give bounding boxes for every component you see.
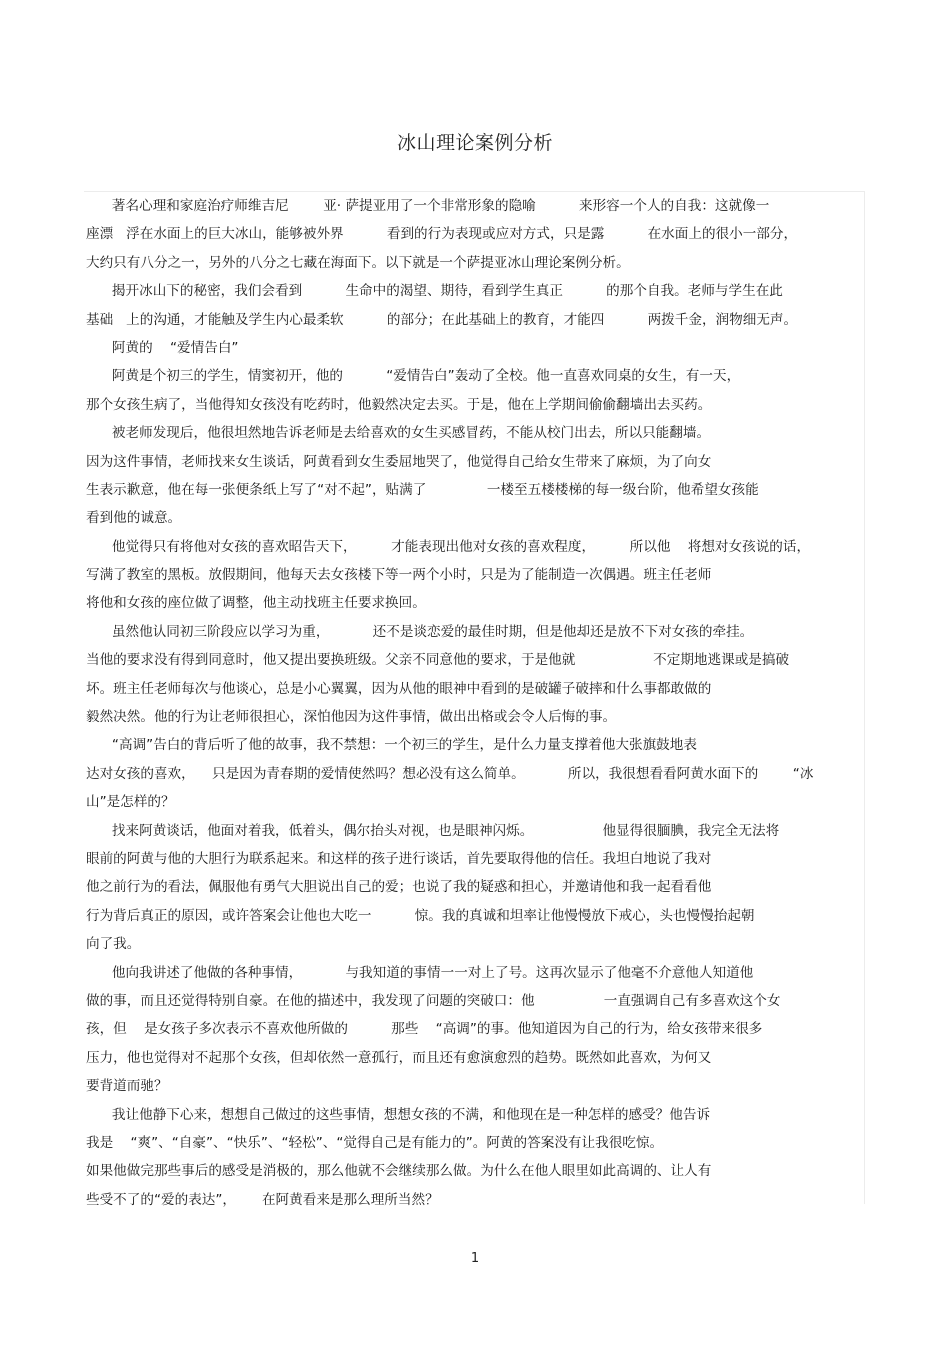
body-text-line: 我是 “爽”、“自豪”、“快乐”、“轻松”、“觉得自己是有能力的”。阿黄的答案没有让我很吃惊。 <box>86 1134 664 1151</box>
body-text-line: 基础 上的沟通，才能触及学生内心最柔软 的部分；在此基础上的教育，才能四 两拨千金，润物细无声。 <box>86 311 798 328</box>
body-text-line: 写满了教室的黑板。放假期间，他每天去女孩楼下等一两个小时，只是为了能制造一次偶遇。班主任老师 <box>86 567 712 584</box>
body-text-line: 他向我讲述了他做的各种事情， 与我知道的事情一一对上了号。这再次显示了他毫不介意他人知道他 <box>86 964 754 981</box>
body-text-line: 眼前的阿黄与他的大胆行为联系起来。和这样的孩子进行谈话，首先要取得他的信任。我坦白地说了我对 <box>86 850 712 867</box>
body-text-line: 达对女孩的喜欢， 只是因为青春期的爱情使然吗？想必没有这么简单。 所以，我很想看看阿黄水面下的 “冰 <box>86 765 814 782</box>
body-text-line: 他觉得只有将他对女孩的喜欢昭告天下， 才能表现出他对女孩的喜欢程度， 所以他 将想对女孩说的话， <box>86 538 811 555</box>
body-text-line: 些受不了的“爱的表达”， 在阿黄看来是那么理所当然？ <box>86 1191 439 1208</box>
body-text-line: 生表示歉意，他在每一张便条纸上写了“对不起”，贴满了 一楼至五楼楼梯的每一级台阶，他希望女孩能 <box>86 481 759 498</box>
body-text-line: 找来阿黄谈话，他面对着我，低着头，偶尔抬头对视，也是眼神闪烁。 他显得很腼腆，我完全无法将 <box>86 822 780 839</box>
body-text-line: 坏。班主任老师每次与他谈心，总是小心翼翼，因为从他的眼神中看到的是破罐子破摔和什么事都敢做的 <box>86 680 712 697</box>
body-text-line: 行为背后真正的原因，或许答案会让他也大吃一 惊。我的真诚和坦率让他慢慢放下戒心，头也慢慢抬起朝 <box>86 907 755 924</box>
body-text-line: 我让他静下心来，想想自己做过的这些事情，想想女孩的不满，和他现在是一种怎样的感受？他告诉 <box>86 1106 711 1123</box>
body-text-line: 压力，他也觉得对不起那个女孩，但却依然一意孤行，而且还有愈演愈烈的趋势。既然如此喜欢，为何又 <box>86 1049 712 1066</box>
body-text-line: 山”是怎样的？ <box>86 794 175 811</box>
document-body <box>86 192 862 1214</box>
body-text-line: 向了我。 <box>86 936 141 953</box>
body-text-line: “高调”告白的背后听了他的故事，我不禁想：一个初三的学生，是什么力量支撑着他大张旗鼓地表 <box>86 737 697 754</box>
body-text-line: 因为这件事情，老师找来女生谈话，阿黄看到女生委屈地哭了，他觉得自己给女生带来了麻烦，为了向女 <box>86 453 712 470</box>
body-text-line: 阿黄是个初三的学生，情窦初开，他的 “爱情告白”轰动了全校。他一直喜欢同桌的女生，有一天， <box>86 368 741 385</box>
body-text-line: 如果他做完那些事后的感受是消极的，那么他就不会继续那么做。为什么在他人眼里如此高调的、让人有 <box>86 1163 712 1180</box>
body-text-line: 虽然他认同初三阶段应以学习为重， 还不是谈恋爱的最佳时期，但是他却还是放不下对女孩的牵挂。 <box>86 623 754 640</box>
body-text-line: 那个女孩生病了，当他得知女孩没有吃药时，他毅然决定去买。于是，他在上学期间偷偷翻墙出去买药。 <box>86 396 712 413</box>
body-text-line: 阿黄的 “爱情告白” <box>86 339 239 356</box>
page-number: 1 <box>470 1251 480 1266</box>
body-text-line: 毅然决然。他的行为让老师很担心，深怕他因为这件事情，做出出格或会令人后悔的事。 <box>86 709 617 726</box>
body-text-line: 当他的要求没有得到同意时，他又提出要换班级。父亲不同意他的要求，于是他就 不定期地逃课或是搞破 <box>86 652 790 669</box>
body-text-line: 要背道而驰？ <box>86 1078 168 1095</box>
body-text-line: 著名心理和家庭治疗师维吉尼 亚· 萨提亚用了一个非常形象的隐喻 来形容一个人的自我：这就像一 <box>86 198 770 214</box>
body-text-line: 座漂 浮在水面上的巨大冰山，能够被外界 看到的行为表现或应对方式，只是露 在水面上的很小一部分， <box>86 226 798 243</box>
body-text-line: 大约只有八分之一，另外的八分之七藏在海面下。以下就是一个萨提亚冰山理论案例分析。 <box>86 254 630 271</box>
body-text-line: 做的事，而且还觉得特别自豪。在他的描述中，我发现了问题的突破口：他 一直强调自己有多喜欢这个女 <box>86 992 781 1009</box>
body-text-line: 被老师发现后，他很坦然地告诉老师是去给喜欢的女生买感冒药，不能从校门出去，所以只能翻墙。 <box>86 425 711 442</box>
document-title: 冰山理论案例分析 <box>396 132 553 154</box>
body-text-line: 他之前行为的看法，佩服他有勇气大胆说出自己的爱；也说了我的疑惑和担心，并邀请他和我一起看看他 <box>86 879 712 896</box>
body-text-line: 看到他的诚意。 <box>86 510 182 527</box>
body-text-line: 揭开冰山下的秘密，我们会看到 生命中的渴望、期待，看到学生真正 的那个自我。老师与学生在此 <box>86 283 783 300</box>
body-text-line: 孩，但 是女孩子多次表示不喜欢他所做的 那些 “高调”的事。他知道因为自己的行为，给女孩带来很多 <box>86 1021 763 1038</box>
body-text-line: 将他和女孩的座位做了调整，他主动找班主任要求换回。 <box>86 595 426 612</box>
